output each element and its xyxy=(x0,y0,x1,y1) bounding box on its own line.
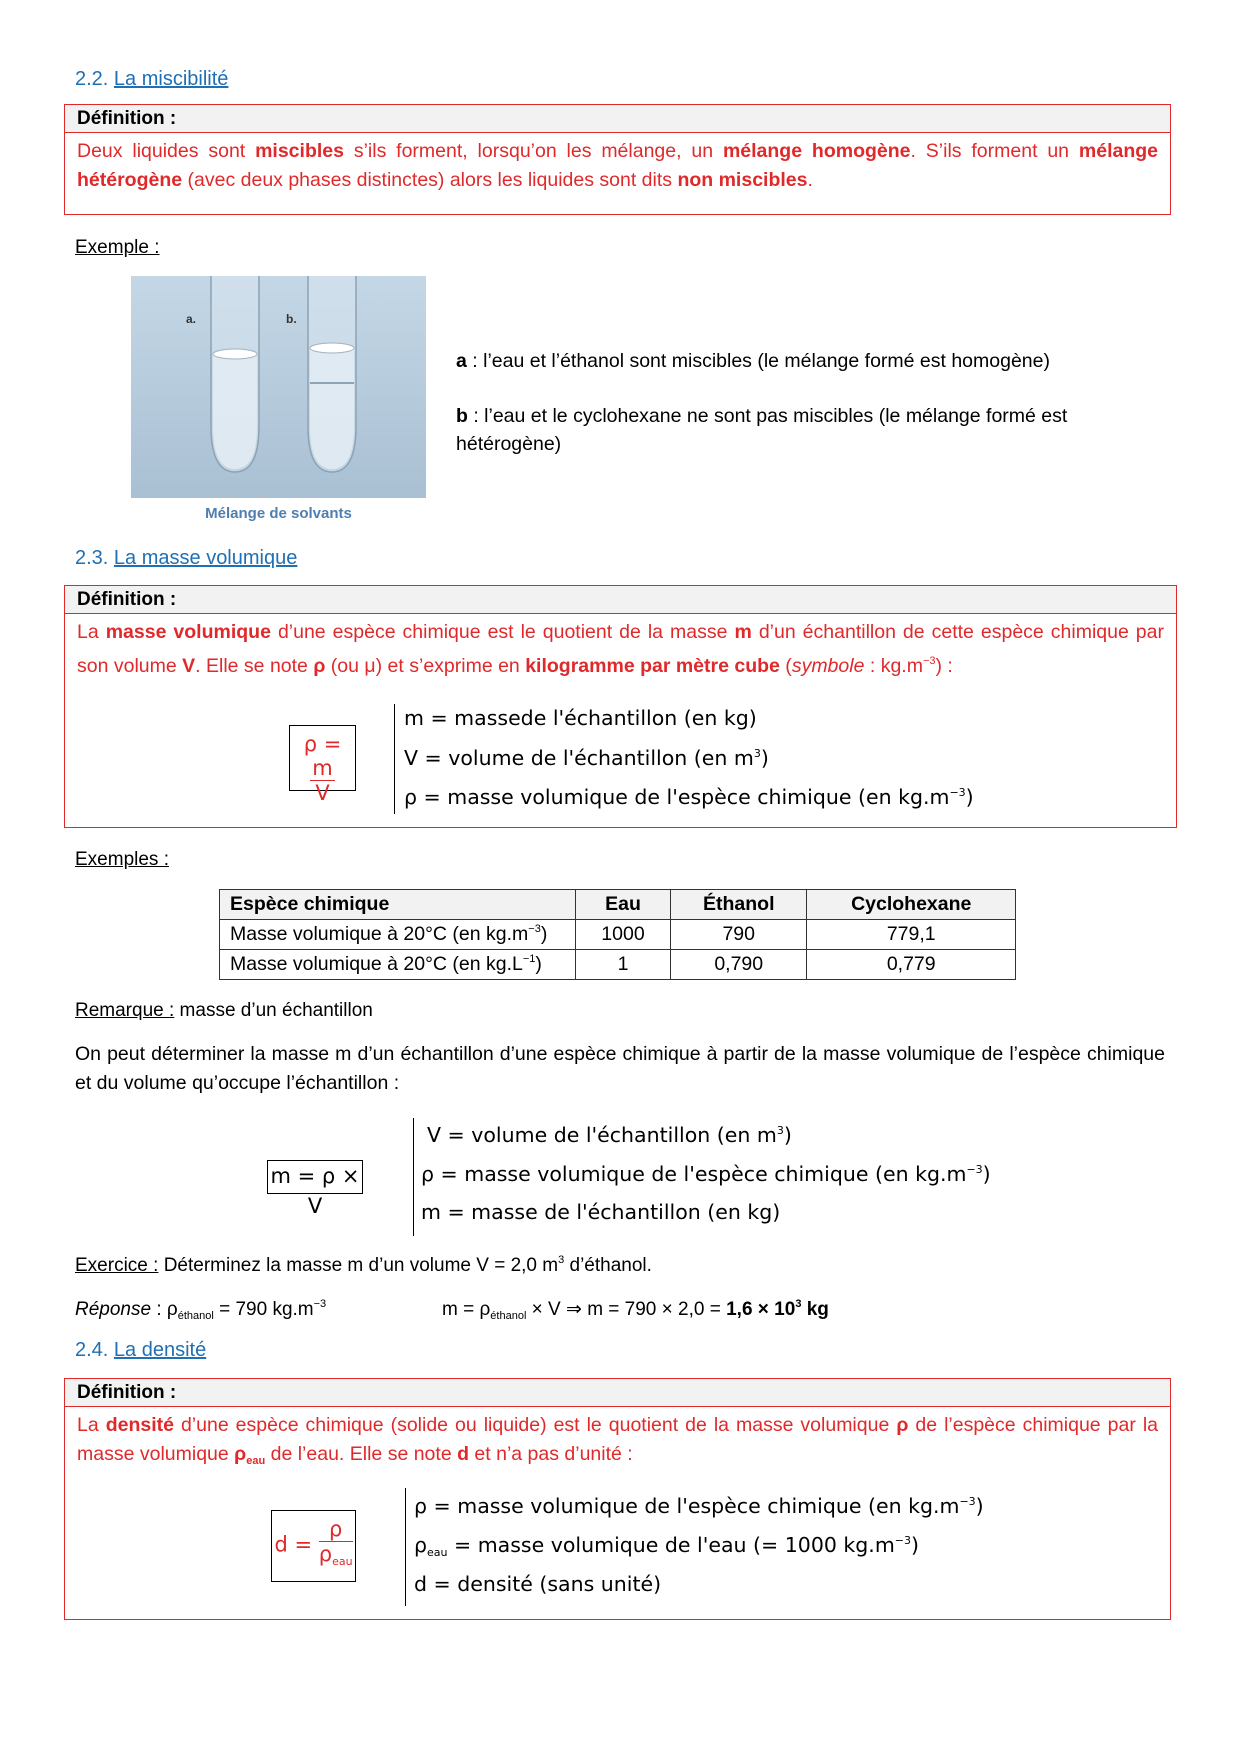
legend-bracket xyxy=(405,1488,406,1606)
legend3-line-rho-eau: $\rho_{eau}$ = masse volumique de l'eau (= 1000 $kg.m^{-3}$) xyxy=(414,1533,920,1559)
section-title-link[interactable]: La masse volumique xyxy=(113,547,298,569)
definition-label: Définition : xyxy=(65,1379,1170,1407)
exercise-line: Exercice : Déterminez la masse m d’un volume V = 2,0 $m^3$ d’éthanol. xyxy=(75,1254,652,1276)
table-row: Masse volumique à 20°C (en $kg.m^{-3}$) 1000 790 779,1 xyxy=(220,920,1016,950)
table-header: Cyclohexane xyxy=(807,890,1016,920)
legend-line-rho: ρ = masse volumique de l'espèce chimique (en $kg.m^{-3}$) xyxy=(404,785,974,809)
definition-label: Définition : xyxy=(65,105,1170,133)
answer-line: Réponse : $\rho_{éthanol} = 790$ $kg.m^{-3}$ xyxy=(75,1298,327,1322)
answer-calculation: $m = \rho_{éthanol} \times V$ ⇒ $m = 790 \times 2,0 = 1,6 \times 10^3$ kg xyxy=(442,1298,829,1322)
formula-mass: m = ρ × V xyxy=(267,1160,363,1194)
legend2-line-rho: ρ = masse volumique de l'espèce chimique (en $kg.m^{-3}$) xyxy=(421,1162,991,1186)
legend-bracket xyxy=(394,704,395,814)
tube-label-a: a. xyxy=(186,312,197,326)
definition-box-miscibility xyxy=(64,104,1171,215)
definition-label: Définition : xyxy=(65,586,1176,614)
table-header: Éthanol xyxy=(671,890,807,920)
table-header-row xyxy=(220,890,1016,920)
example-label: Exemple : xyxy=(75,237,160,258)
section-heading-2-2: 2.2. La miscibilité xyxy=(75,68,229,90)
section-title-link[interactable]: La densité xyxy=(113,1339,207,1361)
section-heading-2-3: 2.3. La masse volumique xyxy=(75,547,298,569)
legend-line-v: V = volume de l'échantillon (en $m^3$) xyxy=(404,746,769,770)
examples-label: Exemples : xyxy=(75,849,169,870)
formula-density: d = $\frac{\rho}{\rho_{eau}}$ xyxy=(271,1510,356,1582)
formula-rho: ρ = $\frac{m}{V}$ xyxy=(289,725,356,791)
remark-paragraph: On peut déterminer la masse m d’un échantillon d’une espèce chimique à partir de la masse volumique de l’espèce chimique et du volume qu’occupe l’échantillon : xyxy=(75,1043,1165,1094)
tube-label-b: b. xyxy=(286,312,297,326)
legend-line-m: m = massede l'échantillon (en kg) xyxy=(404,706,757,730)
section-heading-2-4: 2.4. La densité xyxy=(75,1339,207,1361)
test-tubes-drawing xyxy=(131,276,426,498)
example-b-text: b : l’eau et le cyclohexane ne sont pas miscibles (le mélange formé est hétérogène) xyxy=(456,405,1068,455)
legend-bracket xyxy=(413,1118,414,1236)
legend3-line-rho: ρ = masse volumique de l'espèce chimique (en $kg.m^{-3}$) xyxy=(414,1494,984,1518)
definition-text: La densité d’une espèce chimique (solide ou liquide) est le quotient de la masse volumique ρ de l’espèce chimique par la masse volumique $\rho_{eau}$ de l’eau. Elle se note d et n’a pas d’unité : xyxy=(77,1414,1158,1467)
remark-line: Remarque : masse d’un échantillon xyxy=(75,1000,373,1021)
legend3-line-d: d = densité (sans unité) xyxy=(414,1572,662,1596)
example-a-text: a : l’eau et l’éthanol sont miscibles (le mélange formé est homogène) xyxy=(456,350,1050,372)
test-tubes-image xyxy=(131,276,426,498)
table-header: Eau xyxy=(576,890,671,920)
legend2-line-v: V = volume de l'échantillon (en $m^3$) xyxy=(427,1123,792,1147)
table-row: Masse volumique à 20°C (en $kg.L^{-1}$) 1 0,790 0,779 xyxy=(220,950,1016,980)
definition-text: La masse volumique d’une espèce chimique est le quotient de la masse m d’un échantillon de cette espèce chimique par son volume V. Elle se note ρ (ou μ) et s’exprime en kilogramme par mètre cube (symbole : $kg.m^{-3}$) : xyxy=(77,621,1164,677)
density-table xyxy=(219,889,1016,980)
image-caption: Mélange de solvants xyxy=(205,505,352,522)
legend2-line-m: m = masse de l'échantillon (en kg) xyxy=(421,1200,781,1224)
section-title-link[interactable]: La miscibilité xyxy=(113,68,229,90)
definition-text: Deux liquides sont miscibles s’ils forment, lorsqu’on les mélange, un mélange homogène. S’ils forment un mélange hétérogène (avec deux phases distinctes) alors les liquides sont dits non miscibles. xyxy=(77,140,1159,191)
table-header: Espèce chimique xyxy=(220,890,576,920)
